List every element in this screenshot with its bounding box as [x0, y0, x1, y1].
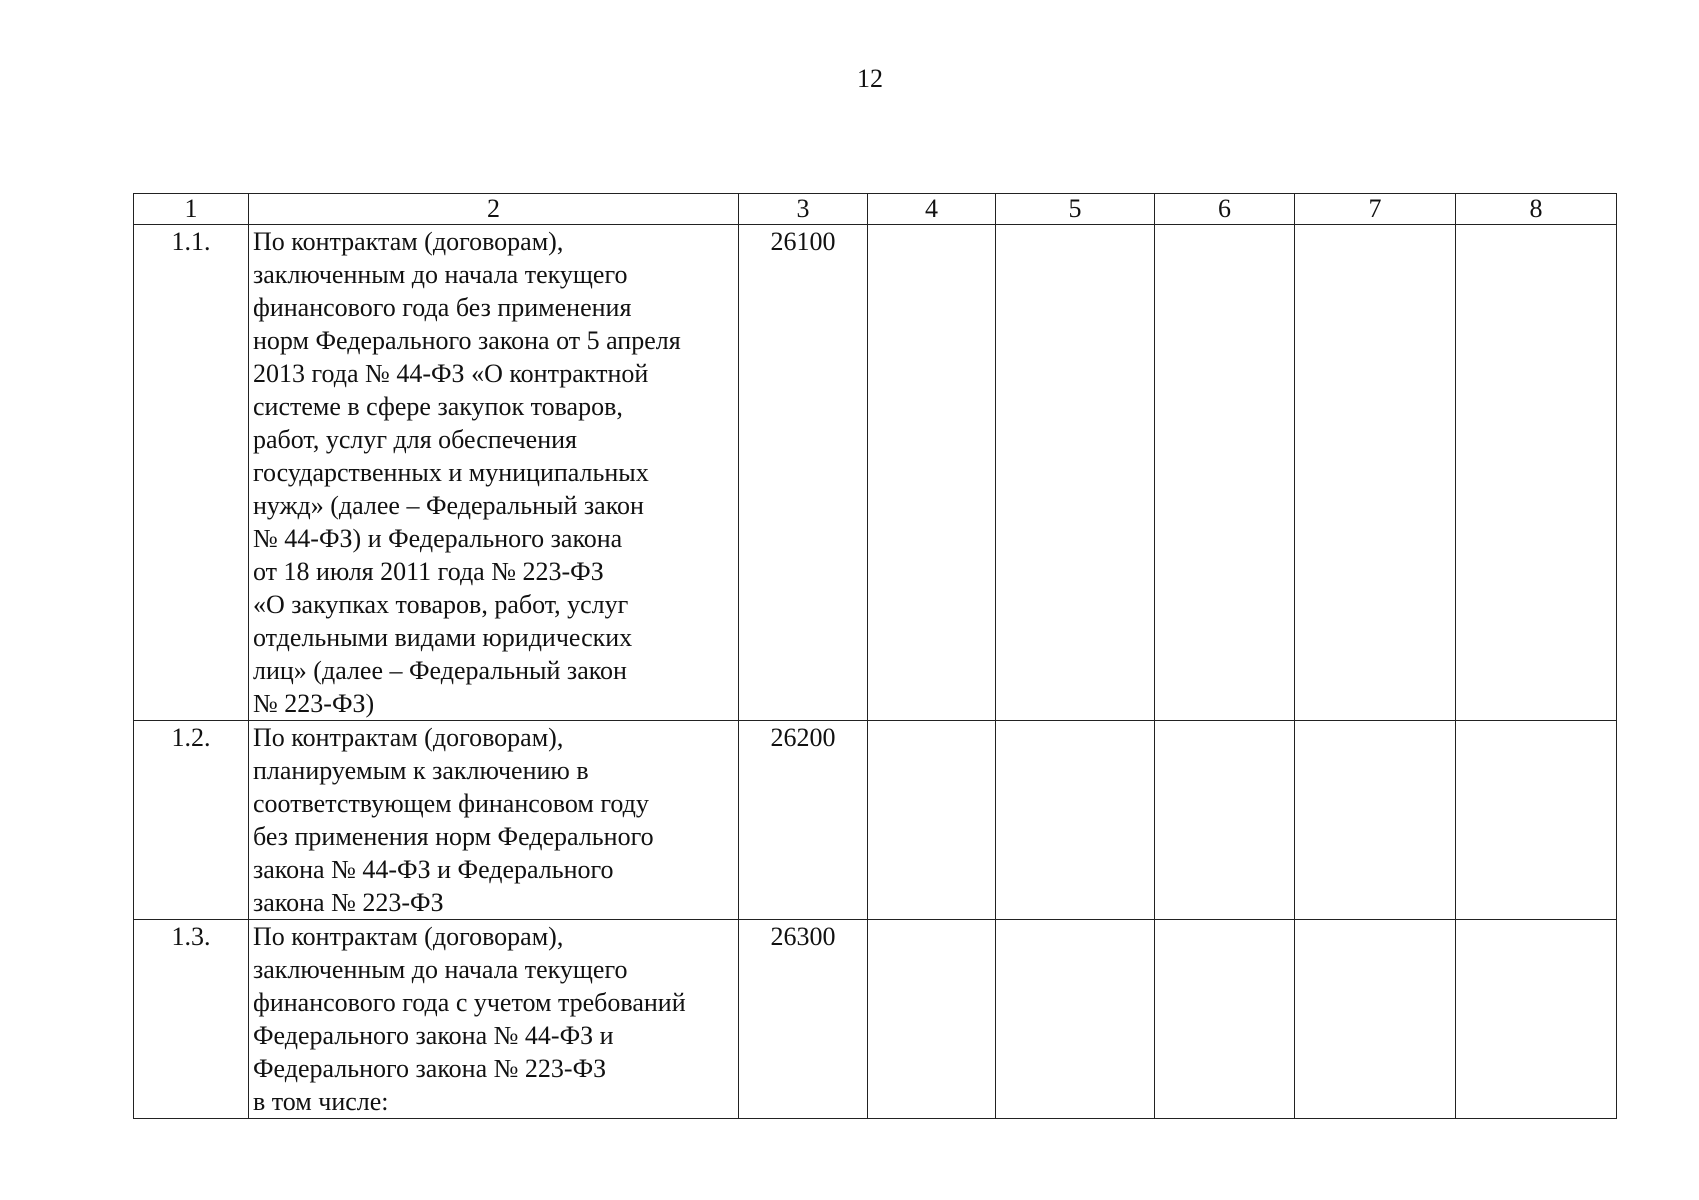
page-number: 12 — [857, 64, 883, 93]
value-cell-6 — [1155, 920, 1295, 1119]
value-cell-6 — [1155, 225, 1295, 721]
description-line: в том числе: — [253, 1087, 389, 1116]
description-line: закона № 44-ФЗ и Федерального — [253, 855, 614, 884]
description-line: без применения норм Федерального — [253, 822, 654, 851]
value-cell-7 — [1295, 920, 1456, 1119]
description-line: планируемым к заключению в — [253, 756, 589, 785]
description-line: государственных и муниципальных — [253, 458, 649, 487]
description-line: Федерального закона № 44-ФЗ и — [253, 1021, 614, 1050]
header-cell-2: 2 — [249, 194, 739, 225]
value-cell-8 — [1456, 721, 1617, 920]
description-line: нужд» (далее – Федеральный закон — [253, 491, 644, 520]
row-code: 26200 — [739, 721, 868, 920]
description-line: Федерального закона № 223-ФЗ — [253, 1054, 607, 1083]
description-line: По контрактам (договорам), — [253, 723, 564, 752]
table-row — [134, 721, 1617, 920]
description-line: финансового года с учетом требований — [253, 988, 686, 1017]
value-cell-4 — [868, 721, 996, 920]
table-row — [134, 225, 1617, 721]
value-cell-8 — [1456, 225, 1617, 721]
row-description — [249, 225, 739, 721]
description-line: системе в сфере закупок товаров, — [253, 392, 623, 421]
value-cell-5 — [996, 920, 1155, 1119]
row-number: 1.3. — [134, 920, 249, 1119]
description-line: от 18 июля 2011 года № 223-ФЗ — [253, 557, 604, 586]
row-number: 1.1. — [134, 225, 249, 721]
description-line: заключенным до начала текущего — [253, 955, 628, 984]
description-line: По контрактам (договорам), — [253, 922, 564, 951]
row-description — [249, 920, 739, 1119]
header-cell-6: 6 — [1155, 194, 1295, 225]
row-code: 26100 — [739, 225, 868, 721]
description-line: отдельными видами юридических — [253, 623, 633, 652]
value-cell-7 — [1295, 721, 1456, 920]
value-cell-4 — [868, 225, 996, 721]
description-line: 2013 года № 44-ФЗ «О контрактной — [253, 359, 649, 388]
value-cell-4 — [868, 920, 996, 1119]
value-cell-6 — [1155, 721, 1295, 920]
header-cell-3: 3 — [739, 194, 868, 225]
description-line: № 44-ФЗ) и Федерального закона — [253, 524, 623, 553]
description-line: «О закупках товаров, работ, услуг — [253, 590, 629, 619]
description-line: финансового года без применения — [253, 293, 632, 322]
description-line: № 223-ФЗ) — [253, 689, 375, 718]
value-cell-7 — [1295, 225, 1456, 721]
value-cell-5 — [996, 225, 1155, 721]
header-cell-1: 1 — [134, 194, 249, 225]
header-cell-5: 5 — [996, 194, 1155, 225]
description-line: соответствующем финансовом году — [253, 789, 649, 818]
row-code: 26300 — [739, 920, 868, 1119]
data-table — [133, 193, 1617, 1119]
description-line: закона № 223-ФЗ — [253, 888, 444, 917]
value-cell-5 — [996, 721, 1155, 920]
header-cell-4: 4 — [868, 194, 996, 225]
description-line: работ, услуг для обеспечения — [253, 425, 577, 454]
table-header-row — [134, 194, 1617, 225]
description-line: заключенным до начала текущего — [253, 260, 628, 289]
description-line: норм Федерального закона от 5 апреля — [253, 326, 681, 355]
header-cell-7: 7 — [1295, 194, 1456, 225]
row-number: 1.2. — [134, 721, 249, 920]
value-cell-8 — [1456, 920, 1617, 1119]
description-line: лиц» (далее – Федеральный закон — [253, 656, 627, 685]
table-row — [134, 920, 1617, 1119]
header-cell-8: 8 — [1456, 194, 1617, 225]
row-description — [249, 721, 739, 920]
description-line: По контрактам (договорам), — [253, 227, 564, 256]
